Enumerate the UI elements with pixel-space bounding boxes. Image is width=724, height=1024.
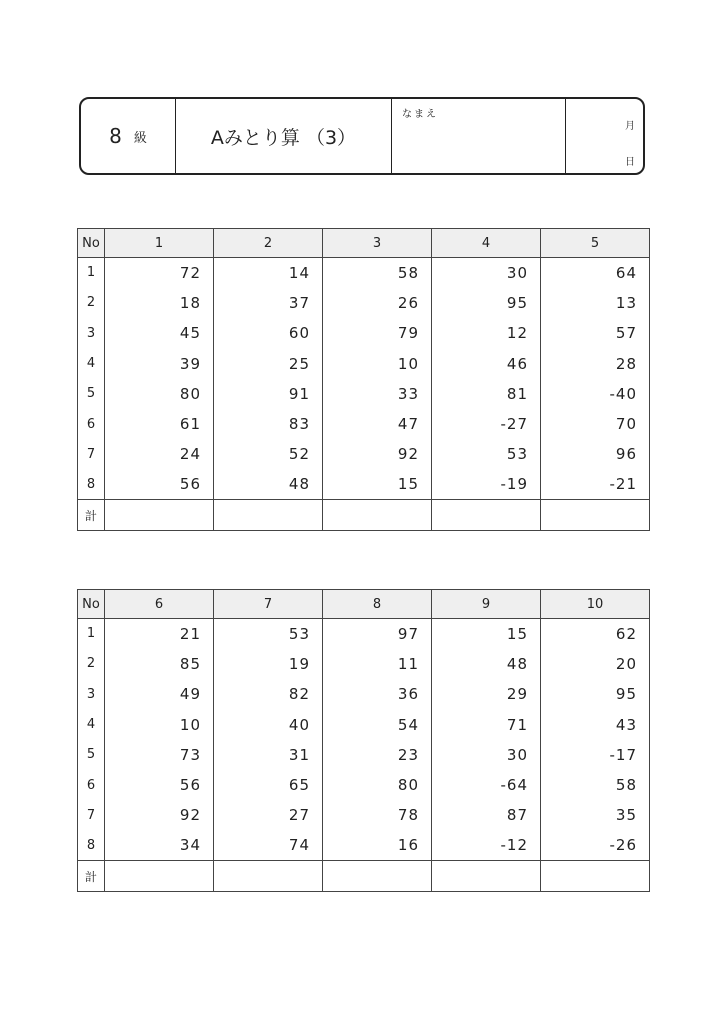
- total-row: [78, 500, 650, 531]
- number-cell: 92: [105, 800, 214, 830]
- answer-cell[interactable]: [432, 500, 541, 531]
- number-cell: 85: [105, 649, 214, 679]
- table-row: [78, 679, 650, 709]
- table-row: [78, 709, 650, 739]
- row-number: 5: [78, 740, 105, 770]
- row-number: 2: [78, 649, 105, 679]
- number-cell: 33: [323, 379, 432, 409]
- table-row: [78, 439, 650, 469]
- number-cell: 10: [105, 709, 214, 739]
- number-cell: 39: [105, 348, 214, 378]
- answer-cell[interactable]: [541, 500, 650, 531]
- total-row: [78, 861, 650, 892]
- no-header: No: [78, 229, 105, 258]
- table-row: [78, 800, 650, 830]
- row-number: 3: [78, 679, 105, 709]
- number-cell: 73: [105, 740, 214, 770]
- number-cell: 47: [323, 409, 432, 439]
- day-label: 日: [625, 157, 635, 168]
- number-cell: 61: [105, 409, 214, 439]
- answer-cell[interactable]: [323, 500, 432, 531]
- column-header: 4: [432, 229, 541, 258]
- number-cell: 70: [541, 409, 650, 439]
- grade-label: 級: [133, 130, 147, 146]
- table-row: [78, 258, 650, 288]
- number-cell: 29: [432, 679, 541, 709]
- table-row: [78, 470, 650, 500]
- problem-table-1: [77, 228, 650, 531]
- row-number: 1: [78, 258, 105, 288]
- name-label: なまえ: [402, 109, 438, 120]
- number-cell: 95: [541, 679, 650, 709]
- number-cell: 54: [323, 709, 432, 739]
- number-cell: 23: [323, 740, 432, 770]
- number-cell: 48: [432, 649, 541, 679]
- number-cell: 15: [323, 470, 432, 500]
- row-number: 4: [78, 348, 105, 378]
- number-cell: 60: [214, 318, 323, 348]
- table-header-row: [78, 229, 650, 258]
- table-row: [78, 348, 650, 378]
- number-cell: 53: [214, 619, 323, 649]
- table-row: [78, 379, 650, 409]
- column-header: 2: [214, 229, 323, 258]
- number-cell: 53: [432, 439, 541, 469]
- number-cell: 26: [323, 288, 432, 318]
- number-cell: 79: [323, 318, 432, 348]
- number-cell: 27: [214, 800, 323, 830]
- column-header: 7: [214, 590, 323, 619]
- name-field[interactable]: [391, 99, 565, 173]
- number-cell: 35: [541, 800, 650, 830]
- number-cell: -17: [541, 740, 650, 770]
- row-number: 2: [78, 288, 105, 318]
- month-label: 月: [625, 121, 635, 132]
- number-cell: 12: [432, 318, 541, 348]
- row-number: 3: [78, 318, 105, 348]
- column-header: 1: [105, 229, 214, 258]
- column-header: 8: [323, 590, 432, 619]
- row-number: 4: [78, 709, 105, 739]
- worksheet-header: [79, 97, 645, 175]
- number-cell: 34: [105, 831, 214, 861]
- number-cell: 87: [432, 800, 541, 830]
- number-cell: 74: [214, 831, 323, 861]
- number-cell: 46: [432, 348, 541, 378]
- number-cell: 65: [214, 770, 323, 800]
- number-cell: -64: [432, 770, 541, 800]
- number-cell: -12: [432, 831, 541, 861]
- number-cell: 13: [541, 288, 650, 318]
- number-cell: 78: [323, 800, 432, 830]
- number-cell: 80: [323, 770, 432, 800]
- no-header: No: [78, 590, 105, 619]
- table-row: [78, 649, 650, 679]
- number-cell: 52: [214, 439, 323, 469]
- number-cell: 81: [432, 379, 541, 409]
- number-cell: -21: [541, 470, 650, 500]
- number-cell: 40: [214, 709, 323, 739]
- column-header: 10: [541, 590, 650, 619]
- number-cell: 56: [105, 470, 214, 500]
- row-number: 5: [78, 379, 105, 409]
- table-row: [78, 288, 650, 318]
- answer-cell[interactable]: [214, 500, 323, 531]
- number-cell: 21: [105, 619, 214, 649]
- answer-cell[interactable]: [432, 861, 541, 892]
- number-cell: 62: [541, 619, 650, 649]
- number-cell: -19: [432, 470, 541, 500]
- number-cell: 58: [323, 258, 432, 288]
- number-cell: 92: [323, 439, 432, 469]
- number-cell: -26: [541, 831, 650, 861]
- row-number: 1: [78, 619, 105, 649]
- number-cell: 24: [105, 439, 214, 469]
- number-cell: 37: [214, 288, 323, 318]
- number-cell: 11: [323, 649, 432, 679]
- number-cell: 36: [323, 679, 432, 709]
- number-cell: -27: [432, 409, 541, 439]
- number-cell: 49: [105, 679, 214, 709]
- number-cell: 30: [432, 258, 541, 288]
- number-cell: 28: [541, 348, 650, 378]
- number-cell: 16: [323, 831, 432, 861]
- row-number: 8: [78, 470, 105, 500]
- number-cell: 18: [105, 288, 214, 318]
- number-cell: 97: [323, 619, 432, 649]
- number-cell: 58: [541, 770, 650, 800]
- number-cell: 30: [432, 740, 541, 770]
- answer-cell[interactable]: [323, 861, 432, 892]
- column-header: 6: [105, 590, 214, 619]
- table-row: [78, 740, 650, 770]
- problem-table-2: [77, 589, 650, 892]
- number-cell: 72: [105, 258, 214, 288]
- table-row: [78, 831, 650, 861]
- number-cell: 20: [541, 649, 650, 679]
- column-header: 5: [541, 229, 650, 258]
- row-number: 8: [78, 831, 105, 861]
- row-number: 6: [78, 770, 105, 800]
- table-row: [78, 770, 650, 800]
- number-cell: 31: [214, 740, 323, 770]
- number-cell: 48: [214, 470, 323, 500]
- table-header-row: [78, 590, 650, 619]
- column-header: 9: [432, 590, 541, 619]
- row-number: 7: [78, 800, 105, 830]
- table-row: [78, 619, 650, 649]
- number-cell: 15: [432, 619, 541, 649]
- number-cell: 91: [214, 379, 323, 409]
- total-label: 計: [78, 861, 105, 892]
- number-cell: 14: [214, 258, 323, 288]
- grade-number: 8: [109, 124, 122, 148]
- date-field[interactable]: [565, 99, 643, 173]
- number-cell: 64: [541, 258, 650, 288]
- number-cell: 43: [541, 709, 650, 739]
- number-cell: 96: [541, 439, 650, 469]
- answer-cell[interactable]: [105, 500, 214, 531]
- number-cell: 45: [105, 318, 214, 348]
- number-cell: 57: [541, 318, 650, 348]
- number-cell: 25: [214, 348, 323, 378]
- number-cell: 82: [214, 679, 323, 709]
- number-cell: -40: [541, 379, 650, 409]
- row-number: 7: [78, 439, 105, 469]
- table-row: [78, 318, 650, 348]
- table-row: [78, 409, 650, 439]
- answer-cell[interactable]: [541, 861, 650, 892]
- grade-cell: [81, 99, 175, 173]
- number-cell: 95: [432, 288, 541, 318]
- column-header: 3: [323, 229, 432, 258]
- total-label: 計: [78, 500, 105, 531]
- number-cell: 83: [214, 409, 323, 439]
- number-cell: 19: [214, 649, 323, 679]
- number-cell: 10: [323, 348, 432, 378]
- number-cell: 56: [105, 770, 214, 800]
- number-cell: 71: [432, 709, 541, 739]
- answer-cell[interactable]: [105, 861, 214, 892]
- worksheet-title: Aみとり算 （3）: [175, 99, 391, 173]
- row-number: 6: [78, 409, 105, 439]
- number-cell: 80: [105, 379, 214, 409]
- answer-cell[interactable]: [214, 861, 323, 892]
